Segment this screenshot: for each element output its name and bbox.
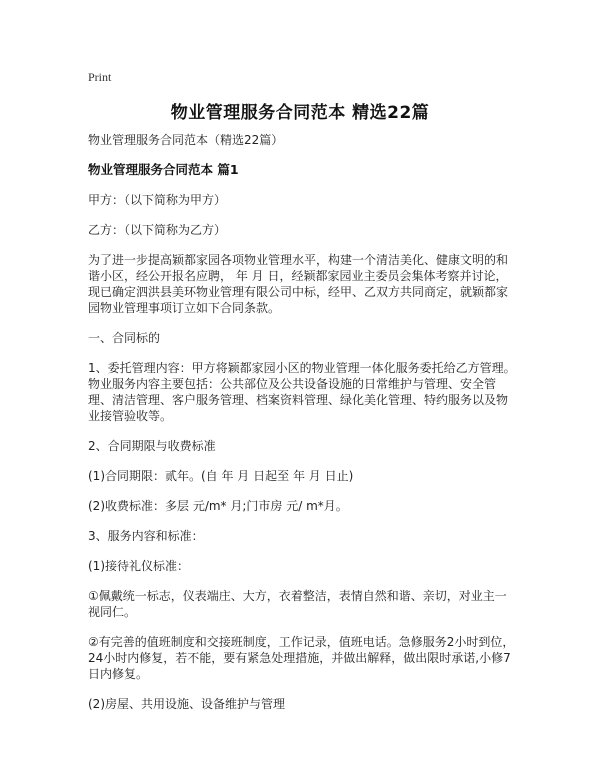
document-body [88, 132, 516, 726]
maintenance-heading: (2)房屋、共用设施、设备维护与管理 [88, 697, 285, 711]
print-link[interactable]: Print [88, 70, 112, 84]
preamble-paragraph: 为了进一步提高颖都家园各项物业管理水平，构建一个清洁美化、健康文明的和谐小区，经公开报名应聘， 年 月 日，经颖都家园业主委员会集体考察并讨论，现已确定泗洪县美环物业管理有限公司中标，经甲、乙双方共同商定，就颖都家园物业管理事项订立如下合同条款。 [88, 253, 509, 315]
contract-term: (1)合同期限：贰年。(自 年 月 日起至 年 月 日止) [88, 469, 354, 483]
reception-item-2: ②有完善的值班制度和交接班制度，工作记录，值班电话。急修服务2小时到位，24小时内修复，若不能，要有紧急处理措施，并做出解释，做出限时承诺,小修7日内修复。 [88, 635, 515, 681]
clause-1-1: 1、委托管理内容：甲方将颖都家园小区的物业管理一体化服务委托给乙方管理。物业服务内容主要包括：公共部位及公共设备设施的日常维护与管理、安全管理、清洁管理、客户服务管理、档案资料管理、绿化美化管理、特约服务以及物业接管验收等。 [88, 361, 516, 423]
reception-standard: (1)接待礼仪标准： [88, 559, 189, 573]
reception-item-1: ①佩戴统一标志，仪表端庄、大方，衣着整洁，表情自然和谐、亲切，对业主一视同仁。 [88, 589, 507, 619]
fee-standard: (2)收费标准：多层 元/m* 月;门市房 元/ m*月。 [88, 499, 348, 513]
section-heading: 物业管理服务合同范本 篇1 [88, 162, 239, 177]
document-title: 物业管理服务合同范本 精选22篇 [170, 103, 430, 123]
document-subtitle: 物业管理服务合同范本（精选22篇） [88, 133, 284, 147]
party-a-line: 甲方：（以下简称为甲方） [88, 193, 227, 207]
clause-1-3-heading: 3、服务内容和标准： [88, 529, 204, 543]
clause-heading-1: 一、合同标的 [88, 331, 161, 345]
clause-1-2-heading: 2、合同期限与收费标准 [88, 439, 216, 453]
party-b-line: 乙方：（以下简称为乙方） [88, 223, 227, 237]
